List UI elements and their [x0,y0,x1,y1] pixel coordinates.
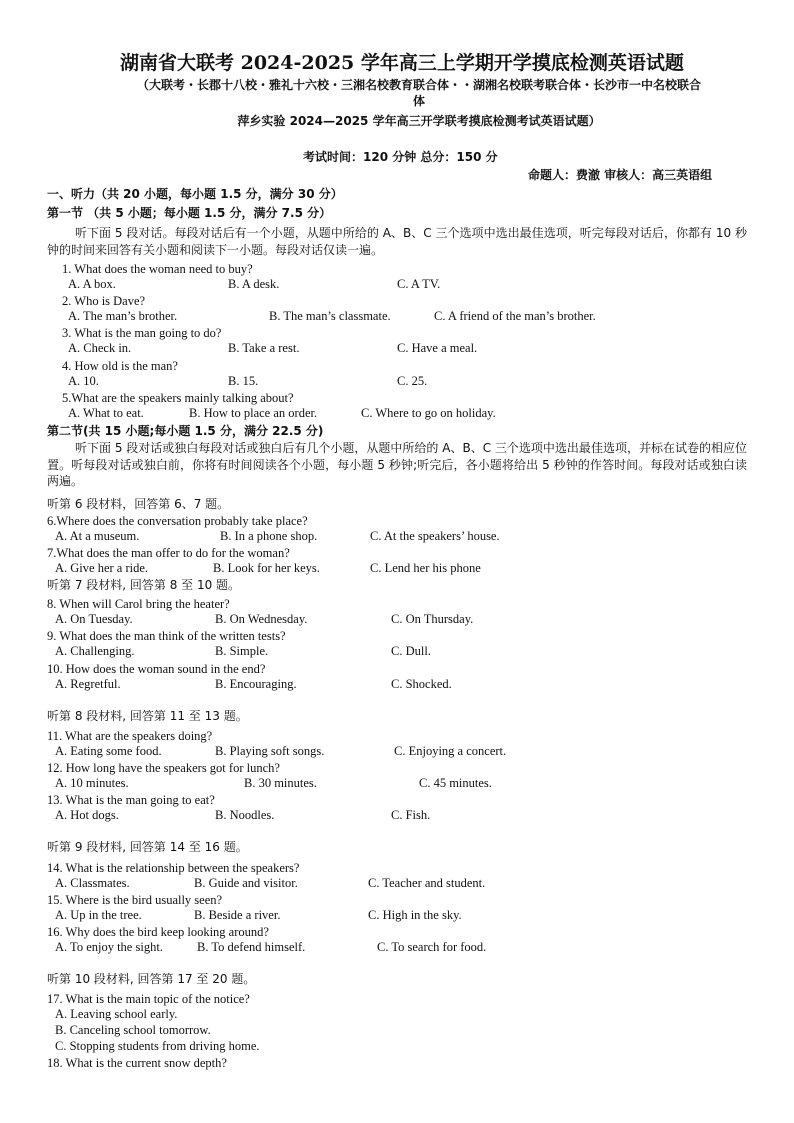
q12-option-c: C. 45 minutes. [419,776,492,790]
q13-option-c: C. Fish. [391,808,431,822]
material-8-heading: 听第 8 段材料, 回答第 11 至 13 题。 [47,709,248,723]
q11-option-c: C. Enjoying a concert. [394,744,507,758]
q2-option-a: A. The man’s brother. [68,309,178,323]
question-9: 9. What does the man think of the written tests? [47,629,286,643]
q3-option-a: A. Check in. [68,341,132,355]
section2-instructions: 听下面 5 段对话或独白每段对话或独白后有几个小题，从题中所给的 A、B、C 三个选项中选出最佳选项，并标在试卷的相应位置。听每段对话或独白前，你将有时间阅读各个小题，每小题 5 秒钟;听完后，各小题将给出 5 秒钟的作答时间。每段对话或独白读两遍。 [47,441,747,488]
question-4: 4. How old is the man? [62,359,178,373]
question-18: 18. What is the current snow depth? [47,1056,227,1070]
question-10: 10. How does the woman sound in the end? [47,662,266,676]
q16-option-a: A. To enjoy the sight. [55,940,163,954]
question-13: 13. What is the man going to eat? [47,793,215,807]
q9-option-b: B. Simple. [215,644,269,658]
question-1: 1. What does the woman need to buy? [62,262,253,276]
question-2: 2. Who is Dave? [62,294,146,308]
q4-option-b: B. 15. [228,374,259,388]
q9-option-a: A. Challenging. [55,644,135,658]
q15-option-c: C. High in the sky. [368,908,462,922]
q15-option-b: B. Beside a river. [194,908,281,922]
question-5: 5.What are the speakers mainly talking about? [62,391,294,405]
q15-option-a: A. Up in the tree. [55,908,142,922]
q5-option-b: B. How to place an order. [189,406,318,420]
q10-option-b: B. Encouraging. [215,677,297,691]
question-14: 14. What is the relationship between the speakers? [47,861,300,875]
material-10-heading: 听第 10 段材料, 回答第 17 至 20 题。 [47,972,256,986]
question-8: 8. When will Carol bring the heater? [47,597,230,611]
q10-option-c: C. Shocked. [391,677,452,691]
question-7: 7.What does the man offer to do for the woman? [47,546,290,560]
q5-option-c: C. Where to go on holiday. [361,406,496,420]
q14-option-a: A. Classmates. [55,876,130,890]
exam-time-info: 考试时间：120 分钟 总分：150 分 [303,150,498,164]
q17-option-b: B. Canceling school tomorrow. [55,1023,211,1037]
q14-option-c: C. Teacher and student. [368,876,486,890]
exam-subtitle-line3: 萍乡实验 2024—2025 学年高三开学联考摸底检测考试英语试题） [237,114,601,128]
exam-title: 湖南省大联考 2024-2025 学年高三上学期开学摸底检测英语试题 [120,52,684,74]
q6-option-b: B. In a phone shop. [220,529,318,543]
q14-option-b: B. Guide and visitor. [194,876,298,890]
q13-option-a: A. Hot dogs. [55,808,119,822]
q17-option-a: A. Leaving school early. [55,1007,178,1021]
q13-option-b: B. Noodles. [215,808,275,822]
section1-instructions: 听下面 5 段对话。每段对话后有一个小题，从题中所给的 A、B、C 三个选项中选出最佳选项，听完每段对话后，你都有 10 秒钟的时间来回答有关小题和阅读下一小题。每段对话仅读一遍。 [47,226,747,257]
section2-heading: 第二节(共 15 小题;每小题 1.5 分，满分 22.5 分) [47,424,324,438]
q4-option-a: A. 10. [68,374,99,388]
exam-authors: 命题人：费澈 审核人：高三英语组 [528,168,713,182]
material-7-heading: 听第 7 段材料, 回答第 8 至 10 题。 [47,578,241,592]
q8-option-b: B. On Wednesday. [215,612,308,626]
q1-option-a: A. A box. [68,277,116,291]
q8-option-c: C. On Thursday. [391,612,474,626]
q4-option-c: C. 25. [397,374,428,388]
q10-option-a: A. Regretful. [55,677,121,691]
q1-option-b: B. A desk. [228,277,280,291]
question-12: 12. How long have the speakers got for lunch? [47,761,280,775]
q3-option-b: B. Take a rest. [228,341,300,355]
q2-option-b: B. The man’s classmate. [269,309,391,323]
section1-heading: 第一节 （共 5 小题；每小题 1.5 分，满分 7.5 分） [47,206,332,220]
q5-option-a: A. What to eat. [68,406,144,420]
question-11: 11. What are the speakers doing? [47,729,213,743]
question-6: 6.Where does the conversation probably take place? [47,514,308,528]
q7-option-c: C. Lend her his phone [370,561,481,575]
part1-heading: 一、听力（共 20 小题，每小题 1.5 分，满分 30 分） [47,187,343,201]
q8-option-a: A. On Tuesday. [55,612,133,626]
q1-option-c: C. A TV. [397,277,441,291]
q16-option-b: B. To defend himself. [197,940,306,954]
question-3: 3. What is the man going to do? [62,326,222,340]
q7-option-a: A. Give her a ride. [55,561,149,575]
exam-subtitle-line2: 体 [412,94,425,108]
q2-option-c: C. A friend of the man’s brother. [434,309,596,323]
material-6-heading: 听第 6 段材料，回答第 6、7 题。 [47,497,230,511]
question-15: 15. Where is the bird usually seen? [47,893,223,907]
q11-option-a: A. Eating some food. [55,744,162,758]
exam-subtitle-line1: （大联考・长郡十八校・雅礼十六校・三湘名校教育联合体・・湖湘名校联考联合体・长沙市一中名校联合 [136,78,701,92]
question-16: 16. Why does the bird keep looking around? [47,925,269,939]
q6-option-c: C. At the speakers’ house. [370,529,500,543]
q11-option-b: B. Playing soft songs. [215,744,325,758]
q12-option-a: A. 10 minutes. [55,776,129,790]
question-17: 17. What is the main topic of the notice? [47,992,250,1006]
q9-option-c: C. Dull. [391,644,431,658]
q16-option-c: C. To search for food. [377,940,487,954]
material-9-heading: 听第 9 段材料, 回答第 14 至 16 题。 [47,840,248,854]
q17-option-c: C. Stopping students from driving home. [55,1039,260,1053]
q12-option-b: B. 30 minutes. [244,776,317,790]
q7-option-b: B. Look for her keys. [213,561,320,575]
q3-option-c: C. Have a meal. [397,341,478,355]
q6-option-a: A. At a museum. [55,529,140,543]
